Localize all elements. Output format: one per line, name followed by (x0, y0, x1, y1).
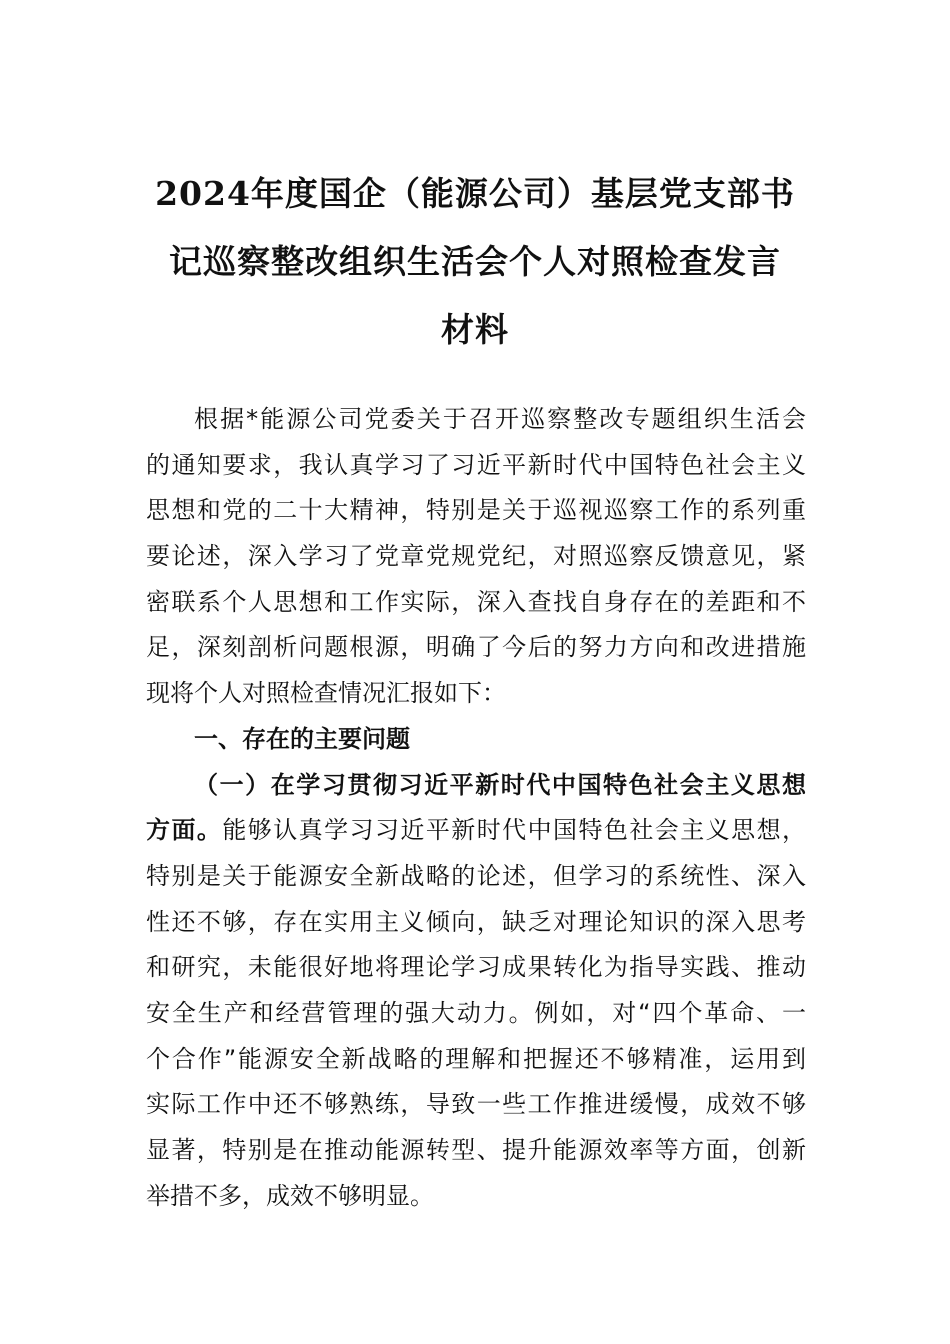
subsection-text: 能够认真学习习近平新时代中国特色社会主义思想， (222, 816, 807, 845)
title-line: 材料 (441, 310, 509, 349)
intro-line: 的通知要求，我认真学习了习近平新时代中国特色社会主义 (146, 450, 806, 479)
subsection-line: 性还不够，存在实用主义倾向，缺乏对理论知识的深入思考 (146, 907, 806, 936)
subsection-line: 特别是关于能源安全新战略的论述，但学习的系统性、深入 (146, 861, 806, 890)
subsection-heading-tail: 方面。 (146, 816, 223, 845)
intro-line: 要论述，深入学习了党章党规党纪，对照巡察反馈意见，紧 (146, 542, 806, 571)
subsection-line: 举措不多，成效不够明显。 (146, 1181, 434, 1210)
subsection-line: 个合作”能源安全新战略的理解和把握还不够精准，运用到 (146, 1044, 806, 1073)
intro-line: 密联系个人思想和工作实际，深入查找自身存在的差距和不 (146, 587, 806, 616)
subsection-line (146, 808, 806, 854)
subsection-heading: （一）在学习贯彻习近平新时代中国特色社会主义思想 (194, 770, 806, 799)
intro-line: 足，深刻剖析问题根源，明确了今后的努力方向和改进措施 (146, 633, 806, 662)
subsection-line: 显著，特别是在推动能源转型、提升能源效率等方面，创新 (146, 1136, 806, 1164)
title-line: 2024年度国企（能源公司）基层党支部书 (155, 174, 795, 213)
subsection-line: 安全生产和经营管理的强大动力。例如，对“四个革命、一 (146, 998, 806, 1027)
title-line: 记巡察整改组织生活会个人对照检查发言 (169, 242, 781, 281)
subsection-line: 和研究，未能很好地将理论学习成果转化为指导实践、推动 (146, 953, 806, 982)
intro-line: 思想和党的二十大精神，特别是关于巡视巡察工作的系列重 (146, 496, 806, 525)
section-heading: 一、存在的主要问题 (194, 724, 410, 753)
document-body (146, 397, 806, 1219)
document-title (120, 160, 830, 364)
subsection-line: 实际工作中还不够熟练，导致一些工作推进缓慢，成效不够 (146, 1090, 806, 1119)
intro-line: 根据*能源公司党委关于召开巡察整改专题组织生活会 (194, 405, 806, 433)
intro-line: 现将个人对照检查情况汇报如下： (146, 679, 506, 708)
